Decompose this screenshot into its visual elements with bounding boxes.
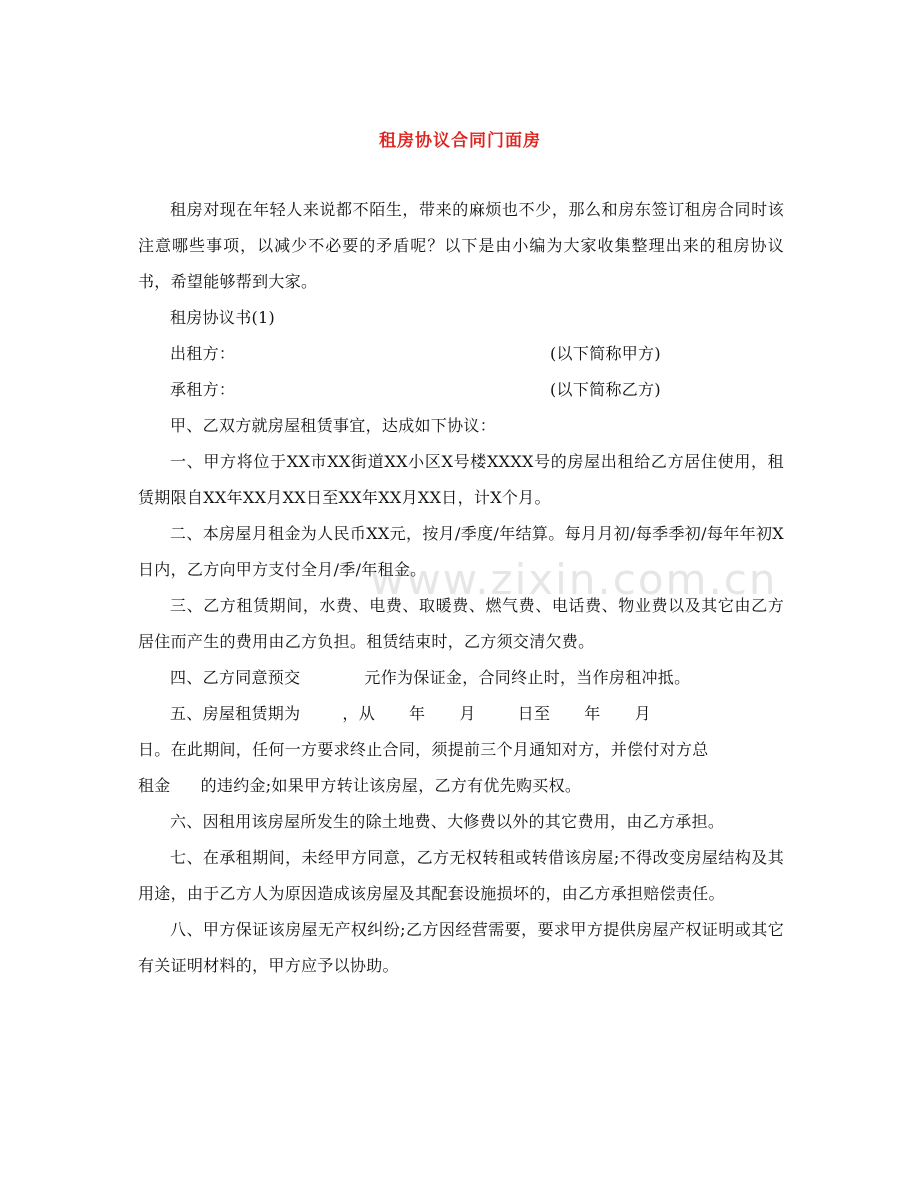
subtitle: 租房协议书(1) xyxy=(170,308,276,327)
clause-5-line3 xyxy=(138,768,784,804)
watermark: www.zixin.com.cn xyxy=(370,555,778,604)
clause-8: 八、甲方保证该房屋无产权纠纷;乙方因经营需要，要求甲方提供房屋产权证明或其它有关证明材料的，甲方应予以协助。 xyxy=(138,920,784,975)
clause-5-line3b: 的违约金;如果甲方转让该房屋，乙方有优先购买权。 xyxy=(200,776,582,795)
lessor-note: (以下简称甲方) xyxy=(550,344,661,363)
clause-1: 一、甲方将位于XX市XX街道XX小区X号楼XXXX号的房屋出租给乙方居住使用，租赁期限自XX年XX月XX日至XX年XX月XX日，计X个月。 xyxy=(138,452,784,507)
lessor-label: 出租方： xyxy=(170,344,236,363)
lessee-label: 承租方： xyxy=(170,380,236,399)
clause-5-p6: 年 xyxy=(584,704,601,723)
clause-5-line3a: 租金 xyxy=(138,776,171,795)
clause-5-line2: 日。在此期间，任何一方要求终止合同，须提前三个月通知对方，并偿付对方总 xyxy=(138,740,709,759)
agreement-intro: 甲、乙双方就房屋租赁事宜，达成如下协议： xyxy=(170,416,497,435)
clause-4-part2: 元作为保证金，合同终止时，当作房租冲抵。 xyxy=(364,668,691,687)
lessor-row xyxy=(138,336,784,372)
document-title: 租房协议合同门面房 xyxy=(379,131,541,151)
clause-5-p7: 月 xyxy=(634,704,651,723)
intro-paragraph: 租房对现在年轻人来说都不陌生，带来的麻烦也不少，那么和房东签订租房合同时该注意哪些事项，以减少不必要的矛盾呢？以下是由小编为大家收集整理出来的租房协议书，希望能够帮到大家。 xyxy=(138,200,784,291)
clause-5-line1 xyxy=(138,696,784,732)
clause-5 xyxy=(138,696,784,804)
document-body xyxy=(138,192,784,984)
lessee-row xyxy=(138,372,784,408)
clause-5-p1: 五、房屋租赁期为 xyxy=(170,704,301,723)
clause-6: 六、因租用该房屋所发生的除土地费、大修费以外的其它费用，由乙方承担。 xyxy=(170,812,725,831)
clause-7: 七、在承租期间，未经甲方同意，乙方无权转租或转借该房屋;不得改变房屋结构及其用途，由于乙方人为原因造成该房屋及其配套设施损坏的，由乙方承担赔偿责任。 xyxy=(138,848,784,903)
clause-5-p5: 日至 xyxy=(517,704,551,723)
clause-5-p2: ，从 xyxy=(342,704,376,723)
clause-5-p3: 年 xyxy=(409,704,426,723)
clause-5-p4: 月 xyxy=(459,704,476,723)
clause-2: 二、本房屋月租金为人民币XX元，按月/季度/年结算。每月月初/每季季初/每年年初X日内，乙方向甲方支付全月/季/年租金。 xyxy=(138,524,784,579)
clause-4-part1: 四、乙方同意预交 xyxy=(170,668,301,687)
lessee-note: (以下简称乙方) xyxy=(550,380,661,399)
clause-3: 三、乙方租赁期间，水费、电费、取暖费、燃气费、电话费、物业费以及其它由乙方居住而产生的费用由乙方负担。租赁结束时，乙方须交清欠费。 xyxy=(138,596,784,651)
clause-4 xyxy=(138,660,784,696)
